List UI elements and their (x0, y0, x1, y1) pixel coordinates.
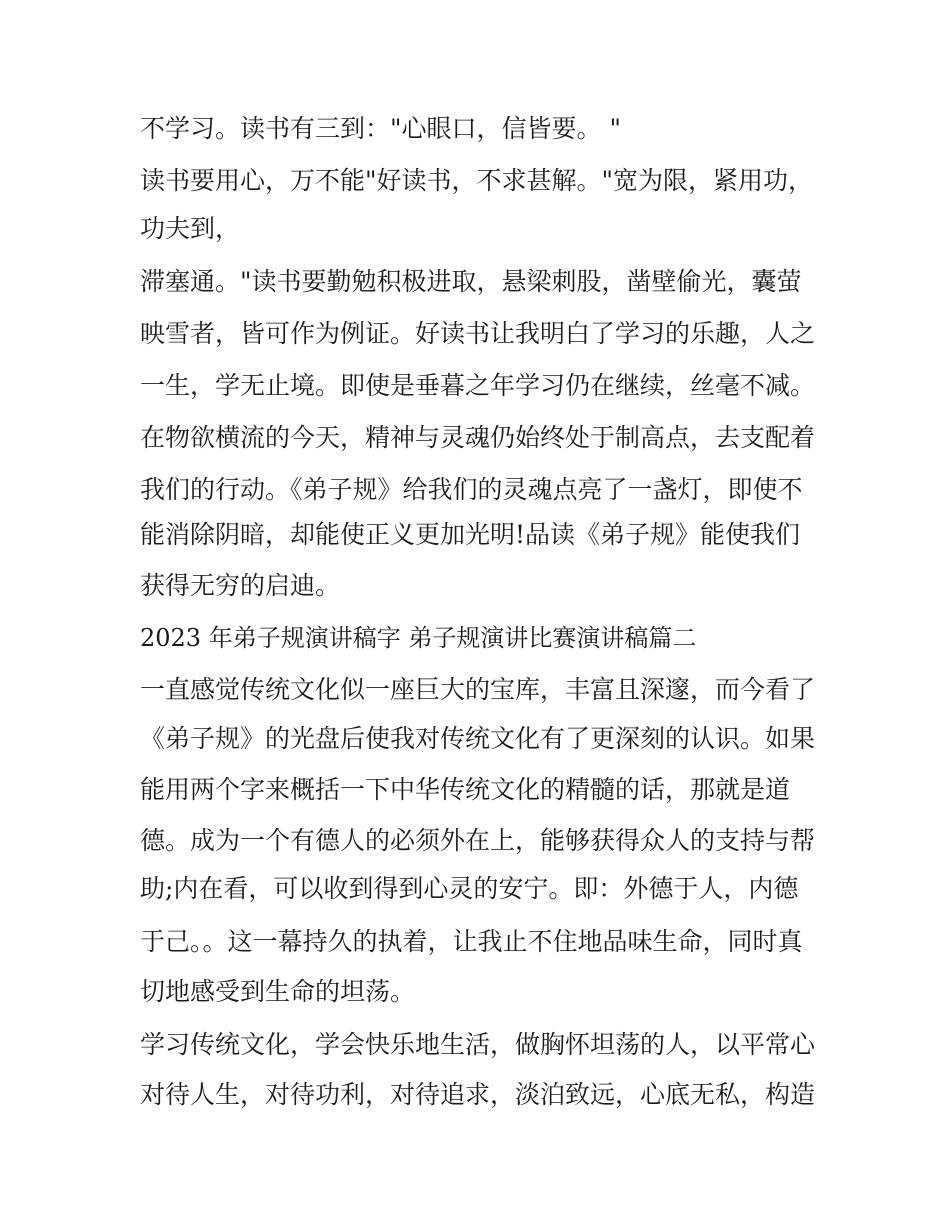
text-line: 《弟子规》的光盘后使我对传统文化有了更深刻的认识。如果 (140, 724, 816, 753)
text-line: 对待人生，对待功利，对待追求，淡泊致远，心底无私，构造 (140, 1080, 816, 1109)
text-line: 滞塞通。"读书要勤勉积极进取，悬梁刺股，凿壁偷光，囊萤 (140, 267, 802, 296)
text-line: 德。成为一个有德人的必须外在上，能够获得众人的支持与帮 (140, 826, 816, 855)
text-line: 功夫到， (140, 214, 241, 243)
text-line: 不学习。读书有三到："心眼口，信皆要。 " (140, 114, 621, 143)
text-line: 我们的行动。《弟子规》给我们的灵魂点亮了一盏灯，即使不 (140, 475, 803, 504)
text-line: 于己。。这一幕持久的执着，让我止不住地品味生命，同时真 (140, 927, 803, 956)
text-line: 在物欲横流的今天，精神与灵魂仍始终处于制高点，去支配着 (140, 423, 816, 452)
text-line: 读书要用心，万不能"好读书，不求甚解。"宽为限，紧用功， (140, 166, 814, 195)
text-line: 映雪者，皆可作为例证。好读书让我明白了学习的乐趣，人之 (140, 319, 816, 348)
text-line: 学习传统文化，学会快乐地生活，做胸怀坦荡的人，以平常心 (140, 1030, 816, 1059)
text-line: 助;内在看，可以收到得到心灵的安宁。即：外德于人，内德 (140, 874, 799, 903)
text-line: 一直感觉传统文化似一座巨大的宝库，丰富且深邃，而今看了 (140, 675, 816, 704)
text-line: 能用两个字来概括一下中华传统文化的精髓的话，那就是道 (140, 775, 791, 804)
text-line: 获得无穷的启迪。 (140, 571, 341, 600)
text-line: 一生，学无止境。即使是垂暮之年学习仍在继续，丝毫不减。 (140, 371, 816, 400)
section-heading: 2023 年弟子规演讲稿字 弟子规演讲比赛演讲稿篇二 (140, 624, 697, 652)
text-line: 能消除阴暗，却能使正义更加光明!品读《弟子规》能使我们 (140, 520, 801, 549)
text-line: 切地感受到生命的坦荡。 (140, 977, 416, 1006)
